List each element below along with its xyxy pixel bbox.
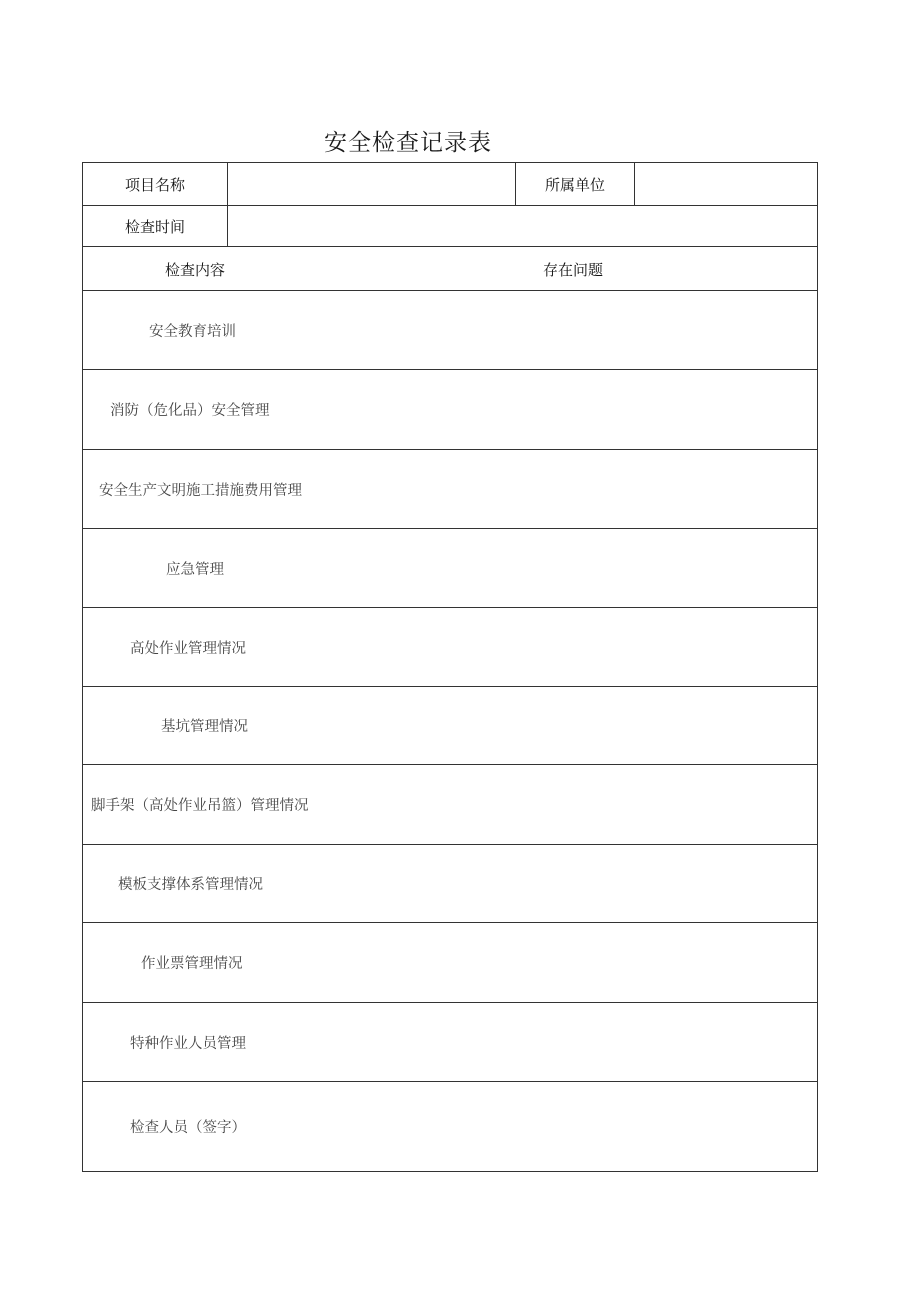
item-cell[interactable] <box>83 370 818 450</box>
item-label: 安全生产文明施工措施费用管理 <box>99 482 302 499</box>
column-header-cell <box>83 247 818 291</box>
item-label: 基坑管理情况 <box>161 719 248 735</box>
item-label: 应急管理 <box>166 561 224 578</box>
table-row <box>83 450 818 529</box>
column-header-row <box>83 247 818 291</box>
table-row <box>83 291 818 370</box>
table-row <box>83 608 818 687</box>
check-time-label: 检查时间 <box>83 206 228 247</box>
unit-field[interactable] <box>635 163 818 206</box>
item-cell[interactable] <box>83 1003 818 1082</box>
item-label: 消防（危化品）安全管理 <box>110 403 270 419</box>
item-cell[interactable] <box>83 687 818 765</box>
item-cell[interactable] <box>83 450 818 529</box>
project-name-label: 项目名称 <box>83 163 228 206</box>
project-name-field[interactable] <box>228 163 516 206</box>
item-label: 安全教育培训 <box>149 323 236 340</box>
item-cell[interactable] <box>83 845 818 923</box>
item-label: 脚手架（高处作业吊篮）管理情况 <box>91 798 309 814</box>
table-row <box>83 1003 818 1082</box>
item-label: 作业票管理情况 <box>141 956 243 972</box>
item-label: 高处作业管理情况 <box>130 640 246 657</box>
item-cell[interactable] <box>83 608 818 687</box>
unit-label: 所属单位 <box>516 163 635 206</box>
project-row <box>83 163 818 206</box>
inspection-record-table <box>82 162 818 1172</box>
table-row <box>83 687 818 765</box>
table-row <box>83 1082 818 1172</box>
item-label: 特种作业人员管理 <box>130 1035 246 1052</box>
check-time-row <box>83 206 818 247</box>
item-cell[interactable] <box>83 529 818 608</box>
table-row <box>83 370 818 450</box>
column-header-issues: 存在问题 <box>543 261 604 279</box>
table-row <box>83 845 818 923</box>
check-time-field[interactable] <box>228 206 818 247</box>
column-header-content: 检查内容 <box>165 261 226 279</box>
table-row <box>83 765 818 845</box>
item-cell[interactable] <box>83 291 818 370</box>
item-cell[interactable] <box>83 923 818 1003</box>
signature-cell[interactable] <box>83 1082 818 1172</box>
table-row <box>83 923 818 1003</box>
item-label: 模板支撑体系管理情况 <box>118 877 263 893</box>
item-cell[interactable] <box>83 765 818 845</box>
page-title: 安全检查记录表 <box>324 130 492 156</box>
item-label: 检查人员（签字） <box>130 1120 246 1136</box>
table-row <box>83 529 818 608</box>
